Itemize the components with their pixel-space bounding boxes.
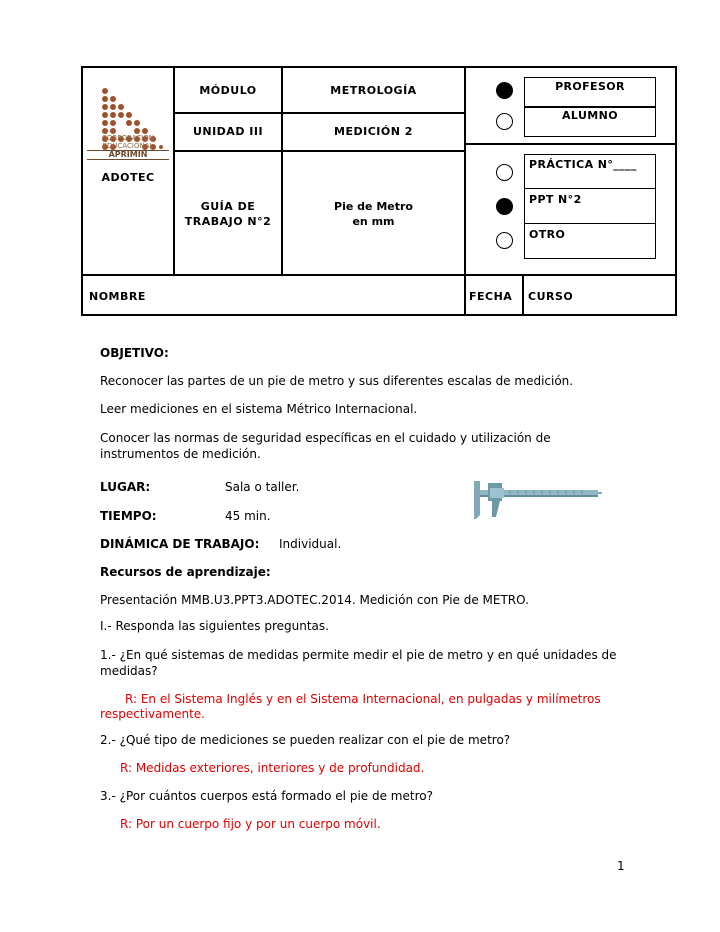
- unidad-value: MEDICIÓN 2: [334, 125, 413, 138]
- lugar-label: LUGAR:: [100, 480, 151, 494]
- logo-caption-2: EDUCACIONAL: [102, 142, 154, 150]
- tiempo-value: 45 min.: [225, 509, 271, 523]
- respuesta-3: R: Por un cuerpo fijo y por un cuerpo móvil.: [120, 817, 381, 831]
- nombre-label: NOMBRE: [89, 290, 146, 303]
- guia-line-1: GUÍA DE: [200, 200, 256, 213]
- logo-caption-1: CORPORACION: [102, 134, 154, 142]
- header-table: [81, 66, 677, 316]
- objetivo-1: Reconocer las partes de un pie de metro y sus diferentes escalas de medición.: [100, 374, 574, 388]
- dinamica-value: Individual.: [279, 537, 342, 551]
- pregunta-2: 2.- ¿Qué tipo de mediciones se pueden realizar con el pie de metro?: [100, 733, 511, 747]
- radio-otro[interactable]: [496, 232, 513, 249]
- option-ppt-label: PPT N°2: [529, 193, 582, 206]
- recursos-title: Recursos de aprendizaje:: [100, 565, 271, 579]
- objetivo-3a: Conocer las normas de seguridad específicas en el cuidado y utilización de: [100, 431, 551, 445]
- radio-ppt[interactable]: [496, 198, 513, 215]
- option-ppt: [524, 188, 656, 224]
- option-otro-label: OTRO: [529, 228, 566, 241]
- option-practica: [524, 154, 656, 189]
- option-profesor-label: PROFESOR: [555, 80, 625, 93]
- lugar-value: Sala o taller.: [225, 480, 300, 494]
- modulo-label: MÓDULO: [199, 84, 257, 97]
- instruccion: I.- Responda las siguientes preguntas.: [100, 619, 329, 633]
- option-alumno: [524, 107, 656, 137]
- pregunta-1b: medidas?: [100, 664, 158, 678]
- recursos-text: Presentación MMB.U3.PPT3.ADOTEC.2014. Medición con Pie de METRO.: [100, 593, 529, 607]
- option-practica-label: PRÁCTICA N°____: [529, 158, 637, 171]
- logo-caption-3: APRIMIN: [87, 150, 169, 160]
- option-otro: [524, 223, 656, 259]
- page-number: 1: [617, 859, 625, 873]
- radio-alumno[interactable]: [496, 113, 513, 130]
- objetivo-title: OBJETIVO:: [100, 346, 169, 360]
- modulo-value: METROLOGÍA: [330, 84, 417, 97]
- tiempo-label: TIEMPO:: [100, 509, 157, 523]
- curso-label: CURSO: [528, 290, 574, 303]
- guia-line-2: TRABAJO N°2: [184, 215, 272, 228]
- option-profesor: [524, 77, 656, 107]
- unidad-label: UNIDAD III: [192, 125, 264, 138]
- objetivo-2: Leer mediciones en el sistema Métrico Internacional.: [100, 402, 418, 416]
- objetivo-3b: instrumentos de medición.: [100, 447, 261, 461]
- school-name: ADOTEC: [101, 171, 155, 184]
- respuesta-2: R: Medidas exteriores, interiores y de profundidad.: [120, 761, 425, 775]
- pregunta-1a: 1.- ¿En qué sistemas de medidas permite medir el pie de metro y en qué unidades de: [100, 648, 617, 662]
- fecha-label: FECHA: [469, 290, 513, 303]
- tema-line-2: en mm: [352, 215, 395, 228]
- respuesta-1b: respectivamente.: [100, 707, 205, 721]
- caliper-image: [470, 479, 602, 521]
- radio-profesor[interactable]: [496, 82, 513, 99]
- option-alumno-label: ALUMNO: [562, 109, 618, 122]
- dinamica-label: DINÁMICA DE TRABAJO:: [100, 537, 260, 551]
- tema-line-1: Pie de Metro: [334, 200, 413, 213]
- pregunta-3: 3.- ¿Por cuántos cuerpos está formado el pie de metro?: [100, 789, 433, 803]
- respuesta-1a: R: En el Sistema Inglés y en el Sistema Internacional, en pulgadas y milímetros: [125, 692, 601, 706]
- radio-practica[interactable]: [496, 164, 513, 181]
